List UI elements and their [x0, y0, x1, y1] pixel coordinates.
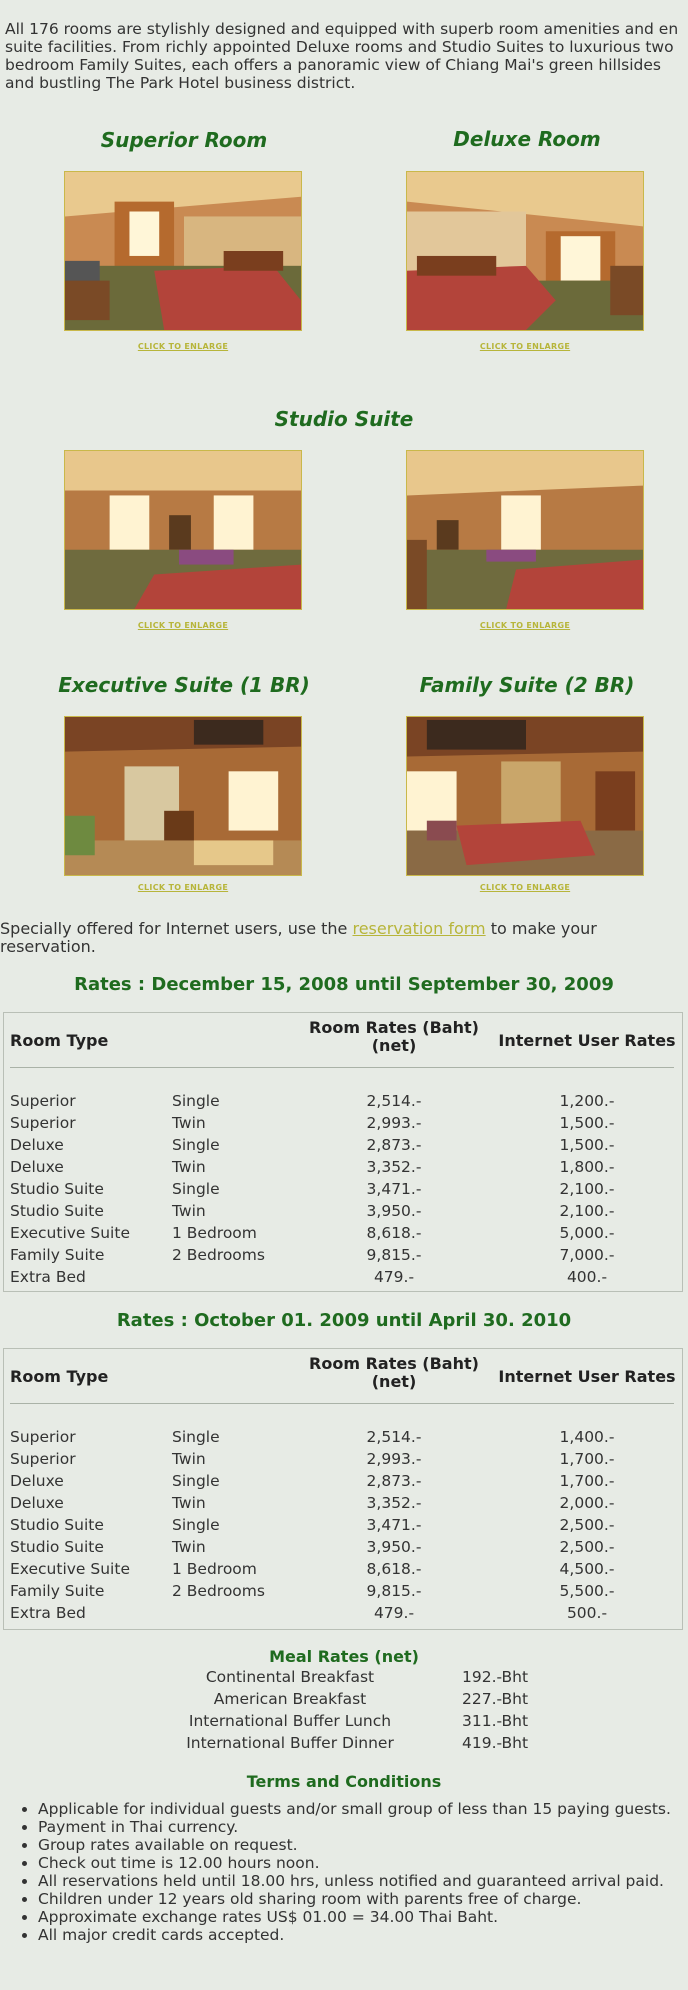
table-row — [4, 1603, 682, 1625]
internet-rate-cell: 7,000.- — [559, 1246, 615, 1264]
rates-table-body — [4, 1091, 682, 1289]
table-row — [4, 1449, 682, 1471]
table-row — [4, 1581, 682, 1603]
terms-item: • Check out time is 12.00 hours noon. — [38, 1854, 688, 1872]
table-row — [4, 1201, 682, 1223]
internet-rate-cell: 5,500.- — [559, 1582, 615, 1600]
room-type-cell: Deluxe — [10, 1158, 64, 1176]
table-row — [4, 1179, 682, 1201]
terms-item: • All reservations held until 18.00 hrs, unless notified and guaranteed arrival paid. — [38, 1872, 688, 1890]
rates-table-header — [4, 1349, 682, 1407]
terms-item: • Children under 12 years old sharing room with parents free of charge. — [38, 1890, 688, 1908]
occupancy-cell: Single — [172, 1180, 220, 1198]
room-rate-cell: 2,873.- — [366, 1472, 422, 1490]
studio-2-enlarge-link[interactable]: CLICK TO ENLARGE — [479, 621, 571, 630]
header-internet-rates: Internet User Rates — [498, 1031, 676, 1050]
occupancy-cell: Single — [172, 1428, 220, 1446]
rates-title-1: Rates : December 15, 2008 until September 30, 2009 — [74, 974, 614, 995]
internet-rate-cell: 1,400.- — [559, 1428, 615, 1446]
room-rate-cell: 8,618.- — [366, 1224, 422, 1242]
family-suite-photo[interactable] — [406, 716, 644, 876]
occupancy-cell: Twin — [172, 1202, 206, 1220]
meal-price: 419.-Bht — [462, 1734, 529, 1752]
deluxe-room-title: Deluxe Room — [453, 127, 601, 151]
room-type-cell: Studio Suite — [10, 1202, 104, 1220]
reservation-form-link[interactable]: reservation form — [352, 919, 486, 938]
table-row — [4, 1537, 682, 1559]
room-rate-cell: 479.- — [373, 1604, 415, 1622]
terms-title: Terms and Conditions — [246, 1772, 442, 1791]
room-type-cell: Superior — [10, 1114, 76, 1132]
terms-item: • Payment in Thai currency. — [38, 1818, 688, 1836]
room-type-cell: Family Suite — [10, 1582, 105, 1600]
internet-rate-cell: 1,500.- — [559, 1136, 615, 1154]
room-rate-cell: 3,352.- — [366, 1158, 422, 1176]
room-type-cell: Superior — [10, 1428, 76, 1446]
table-row — [4, 1135, 682, 1157]
table-row — [4, 1267, 682, 1289]
table-row — [4, 1157, 682, 1179]
room-type-cell: Deluxe — [10, 1472, 64, 1490]
header-room-type: Room Type — [10, 1367, 109, 1386]
rates-table-header — [4, 1013, 682, 1071]
room-rate-cell: 2,514.- — [366, 1092, 422, 1110]
occupancy-cell: Twin — [172, 1494, 206, 1512]
room-rate-cell: 2,993.- — [366, 1450, 422, 1468]
meal-name: International Buffer Dinner — [186, 1734, 394, 1752]
occupancy-cell: Twin — [172, 1450, 206, 1468]
room-rate-cell: 9,815.- — [366, 1246, 422, 1264]
header-divider — [10, 1067, 674, 1068]
rates-table-body — [4, 1427, 682, 1625]
header-room-type: Room Type — [10, 1031, 109, 1050]
terms-item: • Approximate exchange rates US$ 01.00 = 34.00 Thai Baht. — [38, 1908, 688, 1926]
room-rate-cell: 3,471.- — [366, 1516, 422, 1534]
internet-rate-cell: 1,800.- — [559, 1158, 615, 1176]
terms-list — [20, 1800, 688, 1944]
internet-rate-cell: 1,700.- — [559, 1450, 615, 1468]
internet-rate-cell: 4,500.- — [559, 1560, 615, 1578]
internet-rate-cell: 500.- — [566, 1604, 608, 1622]
occupancy-cell: Twin — [172, 1158, 206, 1176]
header-divider — [10, 1403, 674, 1404]
room-type-cell: Studio Suite — [10, 1516, 104, 1534]
room-rate-cell: 3,471.- — [366, 1180, 422, 1198]
meal-name: American Breakfast — [213, 1690, 367, 1708]
internet-rate-cell: 400.- — [566, 1268, 608, 1286]
rates-title-2: Rates : October 01. 2009 until April 30. 2010 — [116, 1310, 572, 1331]
table-row — [4, 1427, 682, 1449]
internet-rate-cell: 2,100.- — [559, 1180, 615, 1198]
internet-rate-cell: 5,000.- — [559, 1224, 615, 1242]
studio-suite-photo-1[interactable] — [64, 450, 302, 610]
occupancy-cell: Single — [172, 1472, 220, 1490]
terms-item: • All major credit cards accepted. — [38, 1926, 688, 1944]
meal-name: International Buffer Lunch — [188, 1712, 392, 1730]
occupancy-cell: Twin — [172, 1538, 206, 1556]
occupancy-cell: 2 Bedrooms — [172, 1246, 265, 1264]
occupancy-cell: Single — [172, 1136, 220, 1154]
meal-rates-title: Meal Rates (net) — [269, 1647, 419, 1666]
room-rate-cell: 2,873.- — [366, 1136, 422, 1154]
internet-rate-cell: 2,000.- — [559, 1494, 615, 1512]
table-row — [4, 1515, 682, 1537]
room-type-cell: Executive Suite — [10, 1560, 130, 1578]
room-type-cell: Extra Bed — [10, 1268, 86, 1286]
family-suite-title: Family Suite (2 BR) — [419, 673, 635, 697]
internet-rate-cell: 2,100.- — [559, 1202, 615, 1220]
occupancy-cell: Single — [172, 1516, 220, 1534]
table-row — [4, 1493, 682, 1515]
room-rate-cell: 3,950.- — [366, 1202, 422, 1220]
occupancy-cell: 2 Bedrooms — [172, 1582, 265, 1600]
table-row — [4, 1559, 682, 1581]
intro-paragraph: All 176 rooms are stylishly designed and equipped with superb room amenities and en suite facilities. From richly appointed Deluxe rooms and Studio Suites to luxurious two bedroom Family Suites, each offers a panoramic view of Chiang Mai's green hillsides and bustling The Park Hotel business district. — [5, 20, 679, 92]
executive-suite-title: Executive Suite (1 BR) — [58, 673, 310, 697]
rates-table-1 — [3, 1012, 683, 1292]
room-type-cell: Superior — [10, 1092, 76, 1110]
occupancy-cell: Twin — [172, 1114, 206, 1132]
internet-rate-cell: 2,500.- — [559, 1538, 615, 1556]
occupancy-cell: 1 Bedroom — [172, 1224, 257, 1242]
meal-row — [0, 1712, 688, 1734]
executive-suite-photo[interactable] — [64, 716, 302, 876]
special-offer-before: Specially offered for Internet users, use the — [0, 919, 353, 938]
studio-suite-photo-2[interactable] — [406, 450, 644, 610]
room-type-cell: Deluxe — [10, 1136, 64, 1154]
internet-rate-cell: 1,700.- — [559, 1472, 615, 1490]
rates-table-2 — [3, 1348, 683, 1630]
internet-rate-cell: 1,200.- — [559, 1092, 615, 1110]
table-row — [4, 1113, 682, 1135]
executive-enlarge-link[interactable]: CLICK TO ENLARGE — [137, 883, 229, 892]
superior-room-photo[interactable] — [64, 171, 302, 331]
terms-item: • Applicable for individual guests and/or small group of less than 15 paying guests. — [38, 1800, 688, 1818]
meal-row — [0, 1690, 688, 1712]
table-row — [4, 1471, 682, 1493]
meal-row — [0, 1734, 688, 1756]
room-type-cell: Family Suite — [10, 1246, 105, 1264]
studio-suite-title: Studio Suite — [274, 407, 414, 431]
deluxe-room-photo[interactable] — [406, 171, 644, 331]
table-row — [4, 1091, 682, 1113]
header-room-rates: Room Rates (Baht) (net) — [309, 1018, 479, 1055]
meal-row — [0, 1668, 688, 1690]
table-row — [4, 1223, 682, 1245]
room-rate-cell: 8,618.- — [366, 1560, 422, 1578]
studio-1-enlarge-link[interactable]: CLICK TO ENLARGE — [137, 621, 229, 630]
room-type-cell: Studio Suite — [10, 1538, 104, 1556]
internet-rate-cell: 1,500.- — [559, 1114, 615, 1132]
terms-item: • Group rates available on request. — [38, 1836, 688, 1854]
room-rate-cell: 3,352.- — [366, 1494, 422, 1512]
internet-rate-cell: 2,500.- — [559, 1516, 615, 1534]
deluxe-enlarge-link[interactable]: CLICK TO ENLARGE — [479, 342, 571, 351]
special-offer-after: to make your reservation. — [0, 919, 597, 956]
header-room-rates: Room Rates (Baht) (net) — [309, 1354, 479, 1391]
superior-enlarge-link[interactable]: CLICK TO ENLARGE — [137, 342, 229, 351]
room-type-cell: Studio Suite — [10, 1180, 104, 1198]
room-rate-cell: 479.- — [373, 1268, 415, 1286]
room-type-cell: Extra Bed — [10, 1604, 86, 1622]
room-type-cell: Superior — [10, 1450, 76, 1468]
room-type-cell: Executive Suite — [10, 1224, 130, 1242]
family-enlarge-link[interactable]: CLICK TO ENLARGE — [479, 883, 571, 892]
table-row — [4, 1245, 682, 1267]
meal-price: 311.-Bht — [462, 1712, 529, 1730]
special-offer-text — [0, 920, 688, 956]
meal-price: 227.-Bht — [462, 1690, 529, 1708]
room-rate-cell: 2,514.- — [366, 1428, 422, 1446]
room-type-cell: Deluxe — [10, 1494, 64, 1512]
occupancy-cell: Single — [172, 1092, 220, 1110]
header-internet-rates: Internet User Rates — [498, 1367, 676, 1386]
superior-room-title: Superior Room — [100, 128, 268, 152]
room-rate-cell: 9,815.- — [366, 1582, 422, 1600]
room-rate-cell: 3,950.- — [366, 1538, 422, 1556]
meal-name: Continental Breakfast — [205, 1668, 375, 1686]
room-rate-cell: 2,993.- — [366, 1114, 422, 1132]
meal-price: 192.-Bht — [462, 1668, 529, 1686]
occupancy-cell: 1 Bedroom — [172, 1560, 257, 1578]
